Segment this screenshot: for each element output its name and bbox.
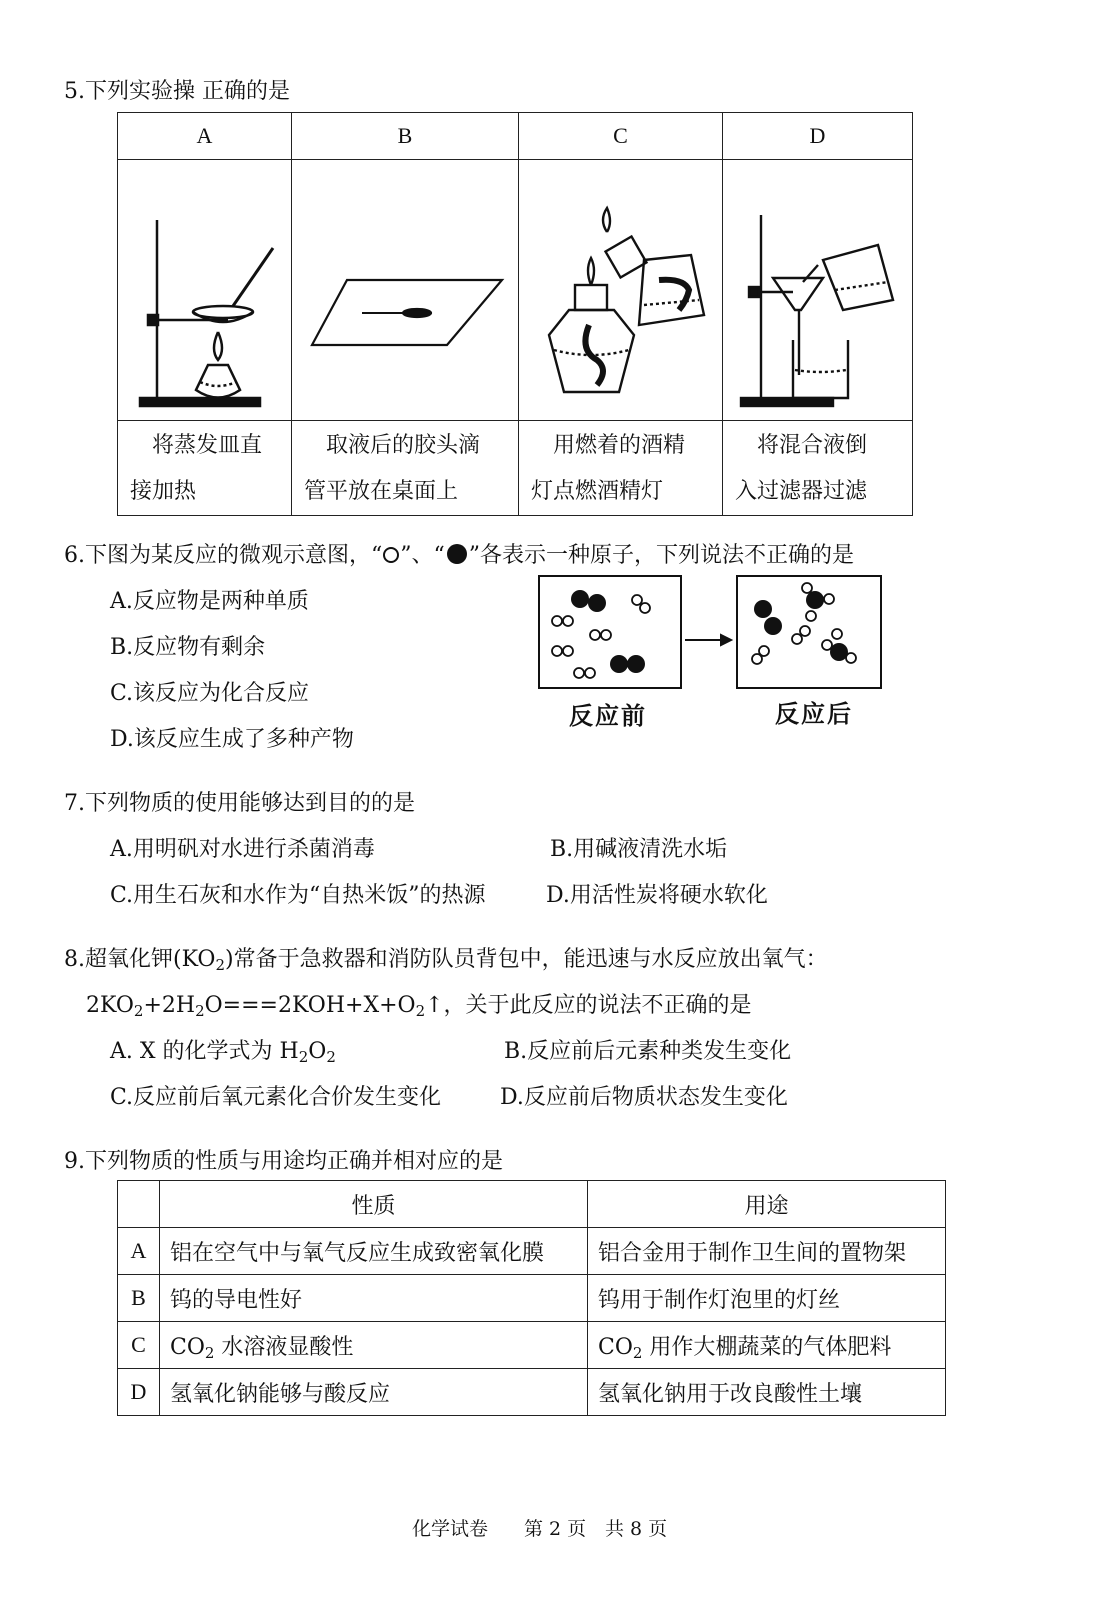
label-before: 反应前 [569,702,647,730]
hollow-atom-icon [382,546,400,564]
q6-option-d: D.该反应生成了多种产物 [110,727,354,752]
q5-stem: 5.下列实验操 正确的是 [64,79,290,104]
q8-option-a [110,1034,336,1065]
q5-header-b: B [292,113,519,160]
q6-stem-pre: 6.下图为某反应的微观示意图，“ [64,543,383,568]
property-text: 水溶液显酸性 [214,1334,354,1360]
table-row [118,1369,946,1416]
q5-table [117,112,913,516]
q8-stem-part1: 8.超氧化钾(KO [64,947,216,972]
table-row [118,1322,946,1369]
q5-caption-b [292,421,519,516]
q8-stem [64,942,828,973]
eq-part3: O===2KOH+X+O [204,993,416,1018]
alcohol-lamp-icon [519,160,723,420]
q5-figure-c [519,160,723,421]
q9-row-key: B [118,1275,160,1322]
filtration-icon [723,160,913,420]
subscript: 2 [415,1002,426,1020]
q9-row-property: 铝在空气中与氧气反应生成致密氧化膜 [160,1228,588,1275]
q6-stem [64,538,854,569]
q6-stem-mid: ”、“ [400,543,445,568]
q5-caption-c [519,421,723,516]
q5-header-a: A [118,113,292,160]
subscript: 2 [133,1002,144,1020]
q5-figure-d [723,160,913,421]
q5-caption-d [723,421,913,516]
footer-page: 第 2 页 [524,1518,587,1540]
q6-option-b: B.反应物有剩余 [110,635,266,660]
q8-option-d: D.反应前后物质状态发生变化 [500,1085,788,1110]
q9-row-use: 钨用于制作灯泡里的灯丝 [588,1275,946,1322]
q9-row-property: 钨的导电性好 [160,1275,588,1322]
q5-caption-c-line1: 用燃着的酒精 [553,433,686,458]
table-row [118,1228,946,1275]
q5-caption-c-line2: 灯点燃酒精灯 [531,479,664,504]
q5-caption-d-line2: 入过滤器过滤 [735,479,868,504]
q5-caption-a-line1: 将蒸发皿直 [152,433,263,458]
q6-option-c: C.该反应为化合反应 [110,681,310,706]
eq-part1: 2KO [86,993,134,1018]
q9-stem: 9.下列物质的性质与用途均正确并相对应的是 [64,1149,503,1174]
q5-figure-a [118,160,292,421]
q5-figure-b [292,160,519,421]
q9-col-use: 用途 [588,1181,946,1228]
q7-option-a: A.用明矾对水进行杀菌消毒 [110,837,375,862]
subscript: 2 [215,956,226,974]
q9-table [117,1180,946,1416]
q8-option-b: B.反应前后元素种类发生变化 [504,1039,792,1064]
q9-row-use: 铝合金用于制作卫生间的置物架 [588,1228,946,1275]
table-row [118,1275,946,1322]
q7-option-c: C.用生石灰和水作为“自热米饭”的热源 [110,883,486,908]
dropper-icon [292,160,519,420]
subscript: 2 [298,1048,309,1066]
q9-row-key: D [118,1369,160,1416]
co2-text: CO [170,1334,205,1360]
q9-corner [118,1181,160,1228]
q7-option-b: B.用碱液清洗水垢 [550,837,728,862]
subscript: 2 [326,1048,336,1066]
q5-caption-d-line1: 将混合液倒 [757,433,868,458]
eq-part4: ↑，关于此反应的说法不正确的是 [425,993,752,1018]
subscript: 2 [204,1343,215,1362]
q8-stem-part2: )常备于急救器和消防队员背包中，能迅速与水反应放出氧气： [225,947,828,972]
q9-row-property: 氢氧化钠能够与酸反应 [160,1369,588,1416]
q5-header-c: C [519,113,723,160]
q7-stem: 7.下列物质的使用能够达到目的的是 [64,791,415,816]
evaporating-dish-icon [118,160,292,420]
q7-option-d: D.用活性炭将硬水软化 [546,883,768,908]
q5-caption-b-line2: 管平放在桌面上 [304,479,459,504]
subscript: 2 [195,1002,205,1020]
q9-row-property [160,1322,588,1369]
q9-row-key: A [118,1228,160,1275]
reaction-diagram [535,572,885,697]
subscript: 2 [632,1343,643,1362]
q8-option-a-mid: O [308,1039,327,1064]
q6-stem-post: ”各表示一种原子，下列说法不正确的是 [468,543,854,568]
footer-subject: 化学试卷 [412,1518,489,1540]
label-after: 反应后 [775,700,853,728]
footer-total: 共 8 页 [605,1518,668,1540]
solid-atom-icon [445,543,469,565]
q8-option-a-pre: A. X 的化学式为 H [110,1039,299,1064]
q9-row-key: C [118,1322,160,1369]
q5-header-d: D [723,113,913,160]
use-text: 用作大棚蔬菜的气体肥料 [642,1334,892,1360]
q5-caption-a [118,421,292,516]
q9-row-use [588,1322,946,1369]
q8-option-c: C.反应前后氧元素化合价发生变化 [110,1085,442,1110]
q8-equation [86,988,752,1019]
q6-option-a: A.反应物是两种单质 [110,589,309,614]
q9-row-use: 氢氧化钠用于改良酸性土壤 [588,1369,946,1416]
co2-text: CO [598,1334,633,1360]
q5-caption-b-line1: 取液后的胶头滴 [326,433,481,458]
q5-caption-a-line2: 接加热 [130,479,197,504]
eq-part2: +2H [143,993,196,1018]
q9-col-property: 性质 [160,1181,588,1228]
